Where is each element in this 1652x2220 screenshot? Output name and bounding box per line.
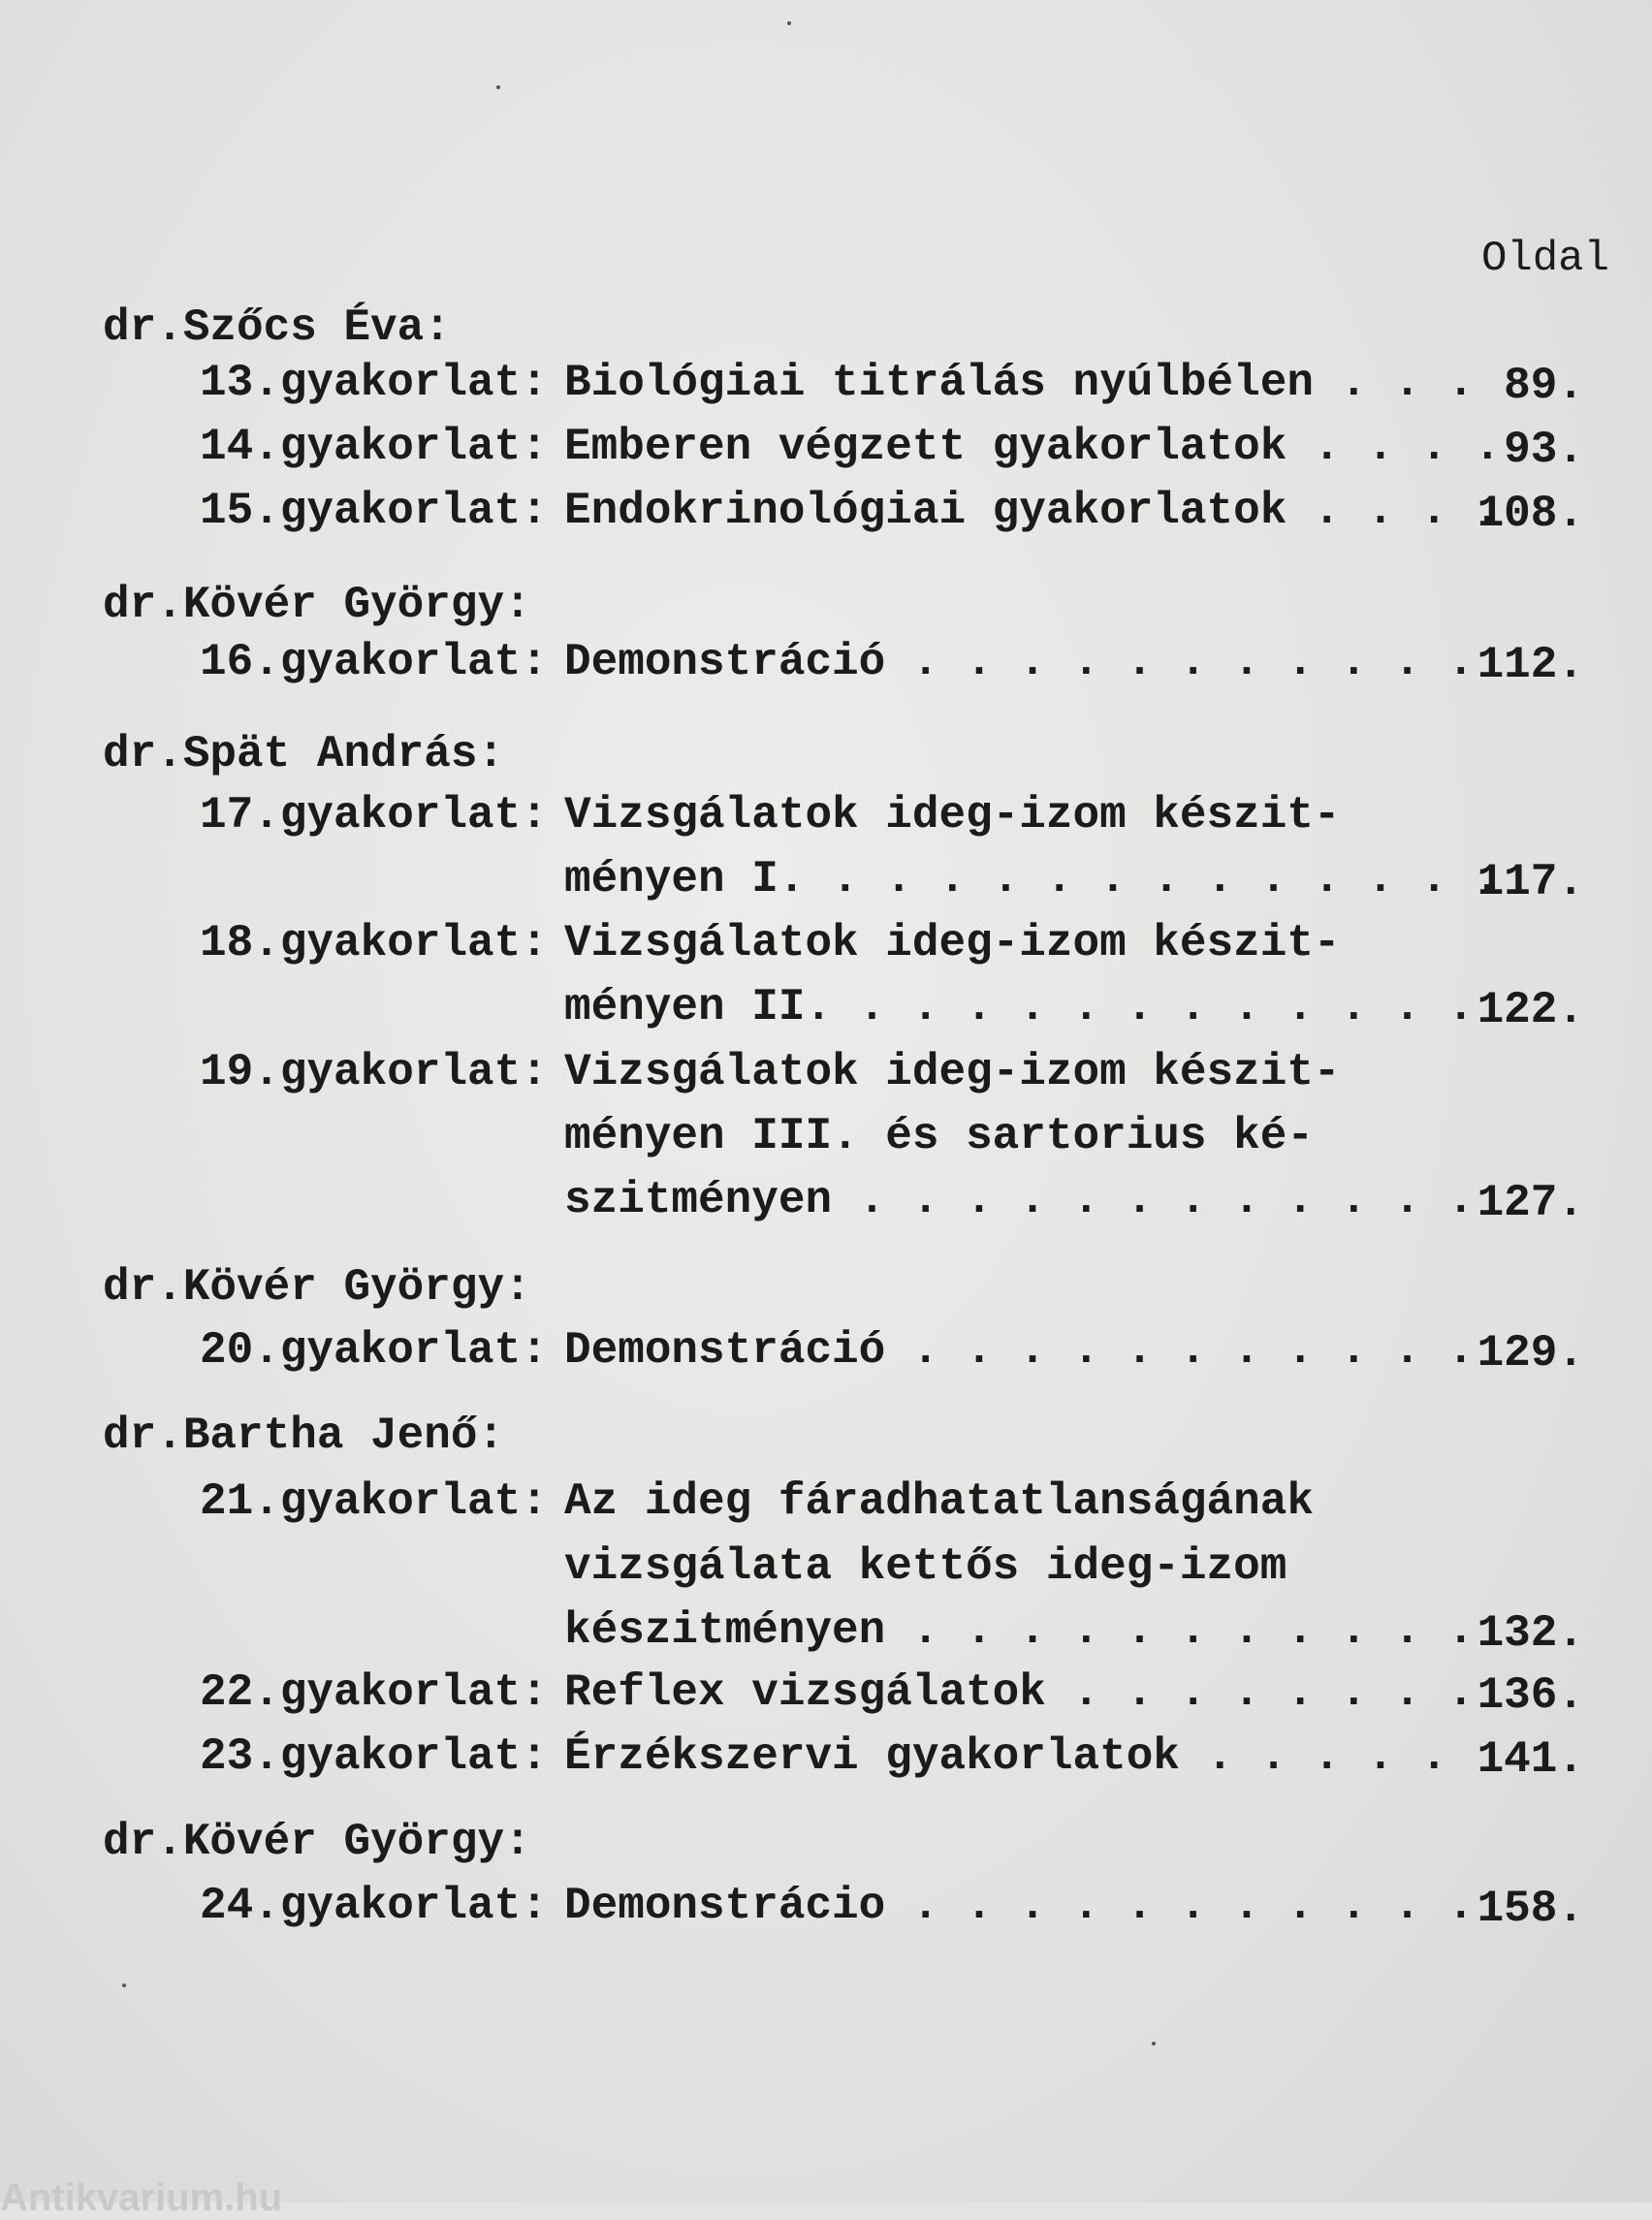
author-heading: dr.Kövér György: [103,1262,531,1313]
page-number: 122. [1477,985,1584,1035]
exercise-title-line: Vizsgálatok ideg-izom készit- [564,918,1341,968]
exercise-title-line: szitményen . . . . . . . . . . . . [564,1175,1475,1225]
author-heading: dr.Bartha Jenő: [103,1411,505,1461]
page-number: 129. [1477,1328,1584,1379]
exercise-number: 22.gyakorlat: [200,1667,548,1718]
exercise-number: 20.gyakorlat: [200,1325,548,1376]
author-heading: dr.Kövér György: [103,1817,531,1867]
exercise-title: Endokrinológiai gyakorlatok . . . . [564,486,1502,536]
exercise-title: Reflex vizsgálatok . . . . . . . . [564,1667,1475,1718]
paper-speck [1152,2042,1156,2046]
exercise-title-line: készitményen . . . . . . . . . . . [564,1605,1475,1656]
exercise-title: Demonstráció . . . . . . . . . . . [564,637,1475,687]
exercise-title: Emberen végzett gyakorlatok . . . . [564,422,1502,472]
author-heading: dr.Szőcs Éva: [103,302,451,353]
author-heading: dr.Kövér György: [103,580,531,630]
page-number: 93. [1504,425,1584,475]
page-number: 127. [1477,1178,1584,1228]
paper-speck [496,85,500,89]
exercise-title-line: ményen I. . . . . . . . . . . . . . [564,854,1502,904]
exercise-title: Érzékszervi gyakorlatok . . . . . [564,1731,1447,1782]
exercise-number: 16.gyakorlat: [200,637,548,687]
page-number: 158. [1477,1884,1584,1934]
page-number: 136. [1477,1670,1584,1721]
exercise-title-line: ményen II. . . . . . . . . . . . . [564,982,1475,1032]
exercise-title-line: ményen III. és sartorius ké- [564,1111,1314,1161]
page-number: 108. [1477,489,1584,539]
page-number: 89. [1504,361,1584,411]
paper-speck [787,21,791,25]
exercise-title-line: Vizsgálatok ideg-izom készit- [564,1047,1341,1097]
page-column-header: Oldal [1480,235,1609,283]
exercise-number: 19.gyakorlat: [200,1047,548,1097]
exercise-title-line: Vizsgálatok ideg-izom készit- [564,790,1341,840]
exercise-number: 13.gyakorlat: [200,358,548,408]
exercise-title: Demonstráció . . . . . . . . . . . [564,1325,1475,1376]
exercise-title: Biológiai titrálás nyúlbélen . . . [564,358,1475,408]
exercise-title-line: Az ideg fáradhatatlanságának [564,1476,1314,1527]
page-number: 117. [1477,857,1584,907]
author-heading: dr.Spät András: [103,729,505,779]
exercise-number: 17.gyakorlat: [200,790,548,840]
exercise-number: 23.gyakorlat: [200,1731,548,1782]
exercise-number: 18.gyakorlat: [200,918,548,968]
exercise-title-line: vizsgálata kettős ideg-izom [564,1541,1287,1592]
exercise-number: 15.gyakorlat: [200,486,548,536]
page-number: 141. [1477,1734,1584,1785]
page-number: 132. [1477,1608,1584,1659]
page-number: 112. [1477,640,1584,690]
exercise-number: 24.gyakorlat: [200,1881,548,1931]
paper-speck [122,1983,126,1987]
exercise-number: 21.gyakorlat: [200,1476,548,1527]
exercise-number: 14.gyakorlat: [200,422,548,472]
exercise-title: Demonstrácio . . . . . . . . . . . [564,1881,1475,1931]
watermark: Antikvarium.hu [0,2176,283,2219]
